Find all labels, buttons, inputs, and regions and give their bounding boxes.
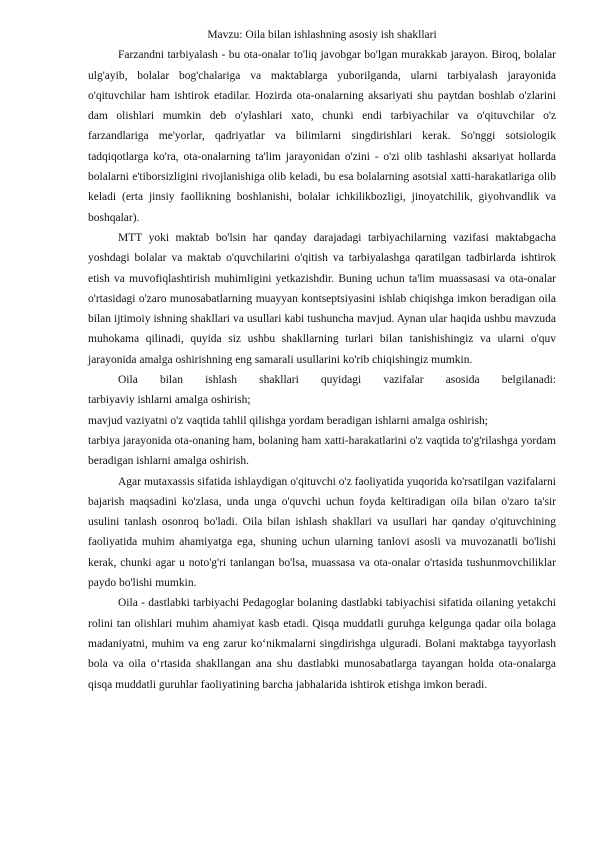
list-item-1: tarbiyaviy ishlarni amalga oshirish; xyxy=(88,394,251,407)
paragraph-4: Agar mutaxassis sifatida ishlaydigan o'qituvchi o'z faoliyatida yuqorida ko'rsatilgan vazifalarni bajarish maqsadini ko'zlasa, unda unga o'quvchi uchun foyda keltiradigan oila bilan o'zaro ta'sir usulini tanlash osonroq bo'ladi. Oila bilan ishlash shakllari va usullari har qanday o'qituvchining faoliyatida muhim ahamiyatga ega, shuning uchun ularning tanlovi asosli va muvozanatli bo'lishi kerak, chunki agar u noto'g'ri tanlangan bo'lsa, muassasa va ota-onalar o'rtasida tushunmovchiliklar paydo bo'lishi mumkin. xyxy=(88,475,556,590)
paragraph-1: Farzandni tarbiyalash - bu ota-onalar to'liq javobgar bo'lgan murakkab jarayon. Biroq, bolalar ulg'ayib, bolalar bog'chalariga va maktablarga yuborilganda, ularni tarbiyalash jarayonida o'qituvchilar ham ishtirok etadilar. Hozirda ota-onalarning aksariyati shu paytdan boshlab o'zlarini dam olishlari mumkin deb o'ylashlari xato, chunki endi tarbiyachilar va o'qituvchilar o'z farzandlariga me'yorlar, qadriyatlar va bilimlarni singdirishlari kerak. So'nggi sotsiologik tadqiqotlarga ko'ra, ota-onalarning ta'lim jarayonidan o'zini - o'zi olib tashlashi aksariyat hollarda bolalarni e'tiborsizligini rivojlanishiga olib keladi, bu esa bolalarning asotsial xatti-harakatlariga olib keladi (erta jinsiy faollikning boshlanishi, bolalar ichkilikbozligi, jinoyatchilik, giyohvandlik va boshqalar). xyxy=(88,49,556,224)
document-page xyxy=(88,25,556,695)
paragraph-2: MTT yoki maktab bo'lsin har qanday darajadagi tarbiyachilarning vazifasi maktabgacha yoshdagi bolalar va maktab o'quvchilarini o'qitish va tarbiyalashga qaratilgan tadbirlarda ishtirok etish va muvofiqlashtirish muhimligini yetkazishdir. Buning uchun ta'lim muassasasi va ota-onalar o'rtasidagi o'zaro munosabatlarning muayyan kontseptsiyasini ishlab chiqishga imkon beradigan oila bilan ijtimoiy ishning shakllari va usullari kabi tushuncha mavjud. Aynan ular haqida ushbu mavzuda muhokama qilinadi, quyida siz ushbu shakllarning turlari bilan tanishishingiz va ularni o'quv jarayonida amalga oshirishning eng samarali usullarini ko'rib chiqishingiz mumkin. xyxy=(88,231,556,366)
paragraph-5: Oila - dastlabki tarbiyachi Pedagoglar bolaning dastlabki tabiyachisi sifatida oilaning yetakchi rolini tan olishlari muhim ahamiyat kasb etadi. Qisqa muddatli guruhga kelgunga qadar oila bolaga madaniyatni, muhim va eng zarur ko‘nikmalarni singdirishga ulguradi. Bolani maktabga tayyorlash bola va oila o‘rtasida shakllangan ana shu dastlabki munosabatlarga tayangan holda ota-onalarga qisqa muddatli guruhlar faoliyatining barcha jabhalarida ishtirok etishga imkon beradi. xyxy=(88,597,556,691)
list-item-2: mavjud vaziyatni o'z vaqtida tahlil qilishga yordam beradigan ishlarni amalga oshirish; xyxy=(88,414,488,427)
document-title: Mavzu: Oila bilan ishlashning asosiy ish shakllari xyxy=(207,29,437,41)
list-item-3: tarbiya jarayonida ota-onaning ham, bolaning ham xatti-harakatlarini o'z vaqtida to'g'rilashga yordam beradigan ishlarni amalga oshirish. xyxy=(88,434,556,468)
list-intro: Oila bilan ishlash shakllari quyidagi vazifalar asosida belgilanadi: xyxy=(118,374,556,387)
